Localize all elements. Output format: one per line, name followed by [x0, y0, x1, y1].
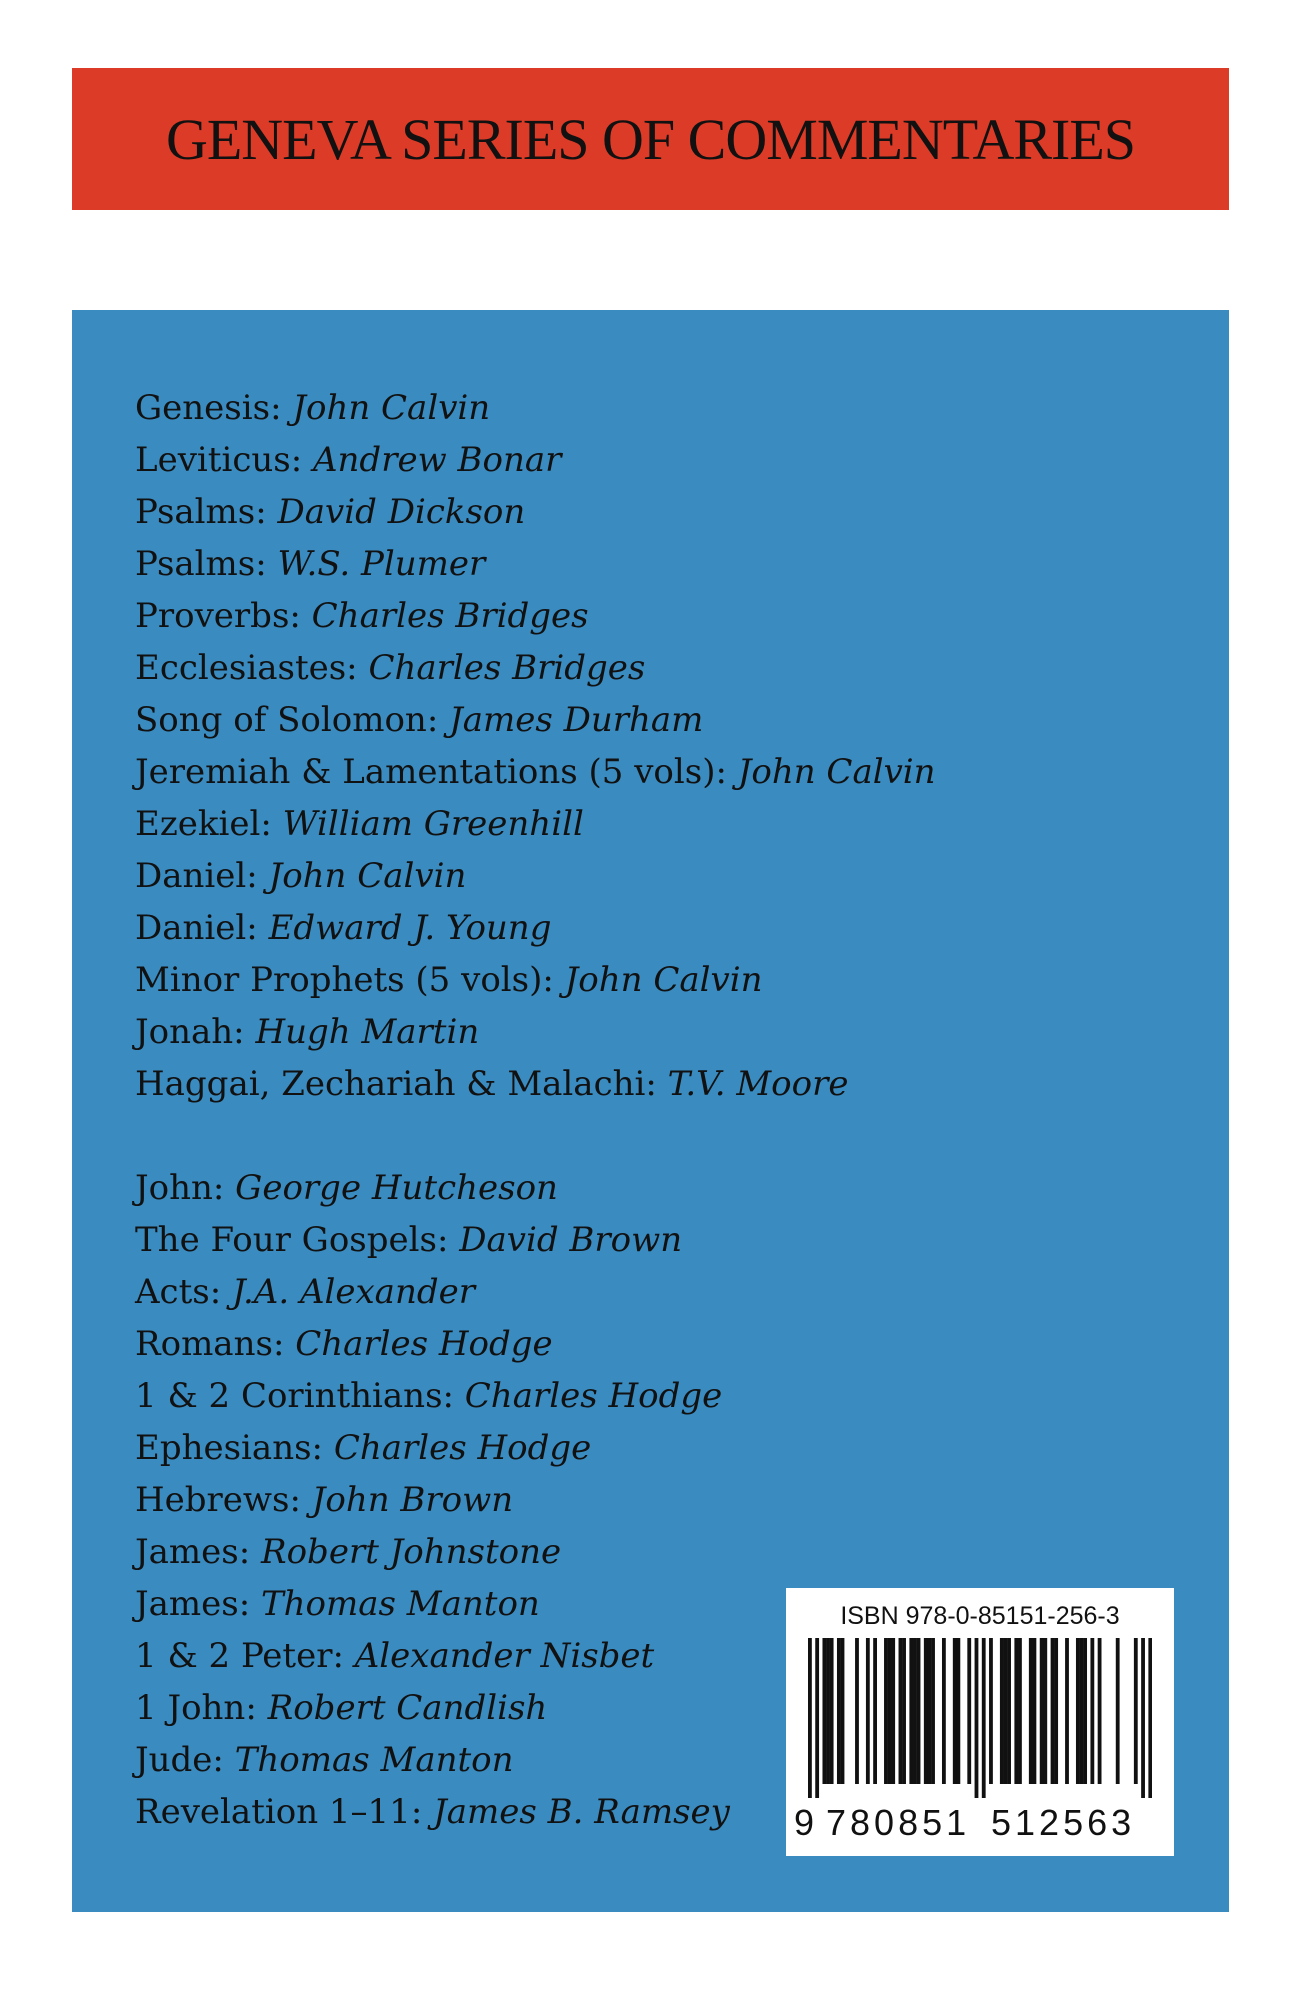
commentary-entry: Minor Prophets (5 vols): John Calvin	[135, 960, 763, 1000]
commentary-entry: Genesis: John Calvin	[135, 388, 491, 428]
author-name: Andrew Bonar	[312, 440, 562, 480]
barcode-bar	[1054, 1638, 1058, 1784]
barcode-bar	[982, 1638, 986, 1798]
book-name: Ezekiel	[135, 804, 261, 844]
author-name: Thomas Manton	[234, 1740, 514, 1780]
book-name: Jonah	[135, 1012, 234, 1052]
barcode-bar	[1004, 1638, 1008, 1784]
barcode-bar	[1116, 1638, 1120, 1784]
author-name: John Calvin	[268, 856, 467, 896]
barcode-lead-digit: 9	[794, 1802, 815, 1843]
book-name: Ephesians	[135, 1428, 312, 1468]
book-name: 1 & 2 Peter	[135, 1636, 333, 1676]
barcode-bar	[837, 1638, 841, 1784]
commentary-entry: John: George Hutcheson	[135, 1168, 558, 1208]
author-name: Robert Candlish	[267, 1688, 548, 1728]
book-name: Leviticus	[135, 440, 291, 480]
barcode-bar	[1000, 1638, 1004, 1784]
barcode-bar	[841, 1638, 845, 1784]
barcode-bar	[953, 1638, 957, 1784]
barcode-bar	[891, 1638, 895, 1784]
barcode-bar	[1148, 1638, 1152, 1798]
barcode-bar	[942, 1638, 946, 1784]
author-name: J.A. Alexander	[231, 1272, 475, 1312]
commentary-entry: Revelation 1–11: James B. Ramsey	[135, 1792, 730, 1832]
barcode-bar	[808, 1638, 812, 1798]
barcode-bar	[884, 1638, 888, 1784]
barcode-bar	[1065, 1638, 1069, 1784]
barcode-bar	[1043, 1638, 1047, 1784]
book-name: Daniel	[135, 856, 247, 896]
book-name: Psalms	[135, 492, 256, 532]
author-name: David Brown	[459, 1220, 683, 1260]
book-name: Hebrews	[135, 1480, 290, 1520]
commentary-entry: Jude: Thomas Manton	[135, 1740, 514, 1780]
author-name: Hugh Martin	[255, 1012, 480, 1052]
barcode-bar	[1014, 1638, 1018, 1784]
barcode-bars	[808, 1638, 1152, 1798]
commentary-entry: James: Robert Johnstone	[135, 1532, 562, 1572]
commentary-entry: 1 John: Robert Candlish	[135, 1688, 548, 1728]
commentary-entry: Ephesians: Charles Hodge	[135, 1428, 592, 1468]
series-title: GENEVA SERIES OF COMMENTARIES	[165, 106, 1136, 172]
author-name: Thomas Manton	[260, 1584, 540, 1624]
commentary-entry: Hebrews: John Brown	[135, 1480, 514, 1520]
barcode-bar	[1018, 1638, 1022, 1784]
barcode-bar	[1134, 1638, 1138, 1784]
isbn-label: ISBN 978-0-85151-256-3	[840, 1602, 1120, 1630]
book-name: Daniel	[135, 908, 247, 948]
author-name: John Brown	[311, 1480, 514, 1520]
author-name: Charles Bridges	[311, 596, 589, 636]
book-name: Haggai, Zechariah & Malachi	[135, 1064, 646, 1104]
author-name: David Dickson	[277, 492, 526, 532]
barcode-bar	[1007, 1638, 1011, 1784]
book-name: The Four Gospels	[135, 1220, 437, 1260]
author-name: William Greenhill	[282, 804, 584, 844]
barcode-bar	[1033, 1638, 1037, 1784]
book-name: Minor Prophets (5 vols)	[135, 960, 543, 1000]
author-name: John Calvin	[292, 388, 491, 428]
barcode-bar	[855, 1638, 859, 1784]
barcode-bar	[899, 1638, 903, 1784]
commentary-entry: Jonah: Hugh Martin	[135, 1012, 480, 1052]
commentary-entry: Ezekiel: William Greenhill	[135, 804, 584, 844]
author-name: Edward J. Young	[268, 908, 552, 948]
commentary-entry: Jeremiah & Lamentations (5 vols): John Calvin	[135, 752, 936, 792]
barcode-bar	[975, 1638, 979, 1798]
author-name: Charles Bridges	[368, 648, 646, 688]
barcode-bar	[822, 1638, 826, 1784]
barcode-bar	[1098, 1638, 1102, 1784]
barcode-bar	[931, 1638, 935, 1784]
barcode-bar	[866, 1638, 870, 1784]
commentary-entry: Song of Solomon: James Durham	[135, 700, 704, 740]
commentary-entry: Leviticus: Andrew Bonar	[135, 440, 562, 480]
barcode-bar	[1051, 1638, 1055, 1784]
book-name: Ecclesiastes	[135, 648, 347, 688]
author-name: Charles Hodge	[464, 1376, 723, 1416]
author-name: John Calvin	[737, 752, 936, 792]
barcode-bar	[924, 1638, 928, 1784]
author-name: James Durham	[449, 700, 704, 740]
book-name: Song of Solomon	[135, 700, 427, 740]
commentary-entry: Daniel: John Calvin	[135, 856, 467, 896]
commentary-entry: 1 & 2 Peter: Alexander Nisbet	[135, 1636, 655, 1676]
barcode-bar	[1040, 1638, 1044, 1784]
list-gap	[135, 1110, 936, 1162]
barcode-bar	[826, 1638, 830, 1784]
author-name: James B. Ramsey	[433, 1792, 730, 1832]
author-name: T.V. Moore	[667, 1064, 849, 1104]
book-name: Proverbs	[135, 596, 290, 636]
commentary-entry: Ecclesiastes: Charles Bridges	[135, 648, 646, 688]
commentary-entry: Psalms: W.S. Plumer	[135, 544, 486, 584]
author-name: Charles Hodge	[333, 1428, 592, 1468]
commentary-entry: Romans: Charles Hodge	[135, 1324, 553, 1364]
barcode-bar	[902, 1638, 906, 1784]
barcode-bar	[1080, 1638, 1084, 1784]
commentary-entry: 1 & 2 Corinthians: Charles Hodge	[135, 1376, 723, 1416]
barcode-bar	[913, 1638, 917, 1784]
barcode-bar	[1029, 1638, 1033, 1784]
barcode-bar	[1141, 1638, 1145, 1798]
author-name: George Hutcheson	[235, 1168, 558, 1208]
barcode-bar	[967, 1638, 971, 1784]
commentary-entry: Haggai, Zechariah & Malachi: T.V. Moore	[135, 1064, 849, 1104]
book-name: 1 & 2 Corinthians	[135, 1376, 443, 1416]
barcode-bar	[1090, 1638, 1094, 1784]
barcode-bar	[956, 1638, 960, 1784]
book-name: Revelation 1–11	[135, 1792, 411, 1832]
barcode-bar	[873, 1638, 877, 1784]
barcode-right-digits: 512563	[991, 1802, 1136, 1843]
book-name: John	[135, 1168, 213, 1208]
author-name: John Calvin	[564, 960, 763, 1000]
book-name: Psalms	[135, 544, 256, 584]
commentary-entry: Psalms: David Dickson	[135, 492, 526, 532]
book-name: Jude	[135, 1740, 213, 1780]
commentary-entry: The Four Gospels: David Brown	[135, 1220, 683, 1260]
barcode-bar	[989, 1638, 993, 1784]
barcode-bar	[815, 1638, 819, 1798]
commentary-entry: Daniel: Edward J. Young	[135, 908, 552, 948]
barcode-left-digits: 780851	[826, 1802, 971, 1843]
isbn-barcode	[786, 1588, 1174, 1856]
barcode-bar	[917, 1638, 921, 1784]
commentary-list-panel	[72, 310, 1229, 1912]
book-name: Acts	[135, 1272, 210, 1312]
book-name: 1 John	[135, 1688, 246, 1728]
commentary-entry: Proverbs: Charles Bridges	[135, 596, 589, 636]
barcode-bar	[888, 1638, 892, 1784]
book-name: Jeremiah & Lamentations (5 vols)	[135, 752, 716, 792]
book-name: James	[135, 1532, 239, 1572]
book-name: James	[135, 1584, 239, 1624]
barcode-bar	[830, 1638, 834, 1784]
author-name: Alexander Nisbet	[354, 1636, 655, 1676]
book-name: Genesis	[135, 388, 271, 428]
series-title-band	[72, 68, 1229, 210]
author-name: Charles Hodge	[295, 1324, 553, 1364]
book-name: Romans	[135, 1324, 273, 1364]
barcode-bar	[909, 1638, 913, 1784]
commentary-entry: James: Thomas Manton	[135, 1584, 540, 1624]
barcode-bar	[1083, 1638, 1087, 1784]
commentary-entry: Acts: J.A. Alexander	[135, 1272, 475, 1312]
barcode-bar	[927, 1638, 931, 1784]
author-name: Robert Johnstone	[260, 1532, 562, 1572]
author-name: W.S. Plumer	[277, 544, 486, 584]
barcode-bar	[1076, 1638, 1080, 1784]
